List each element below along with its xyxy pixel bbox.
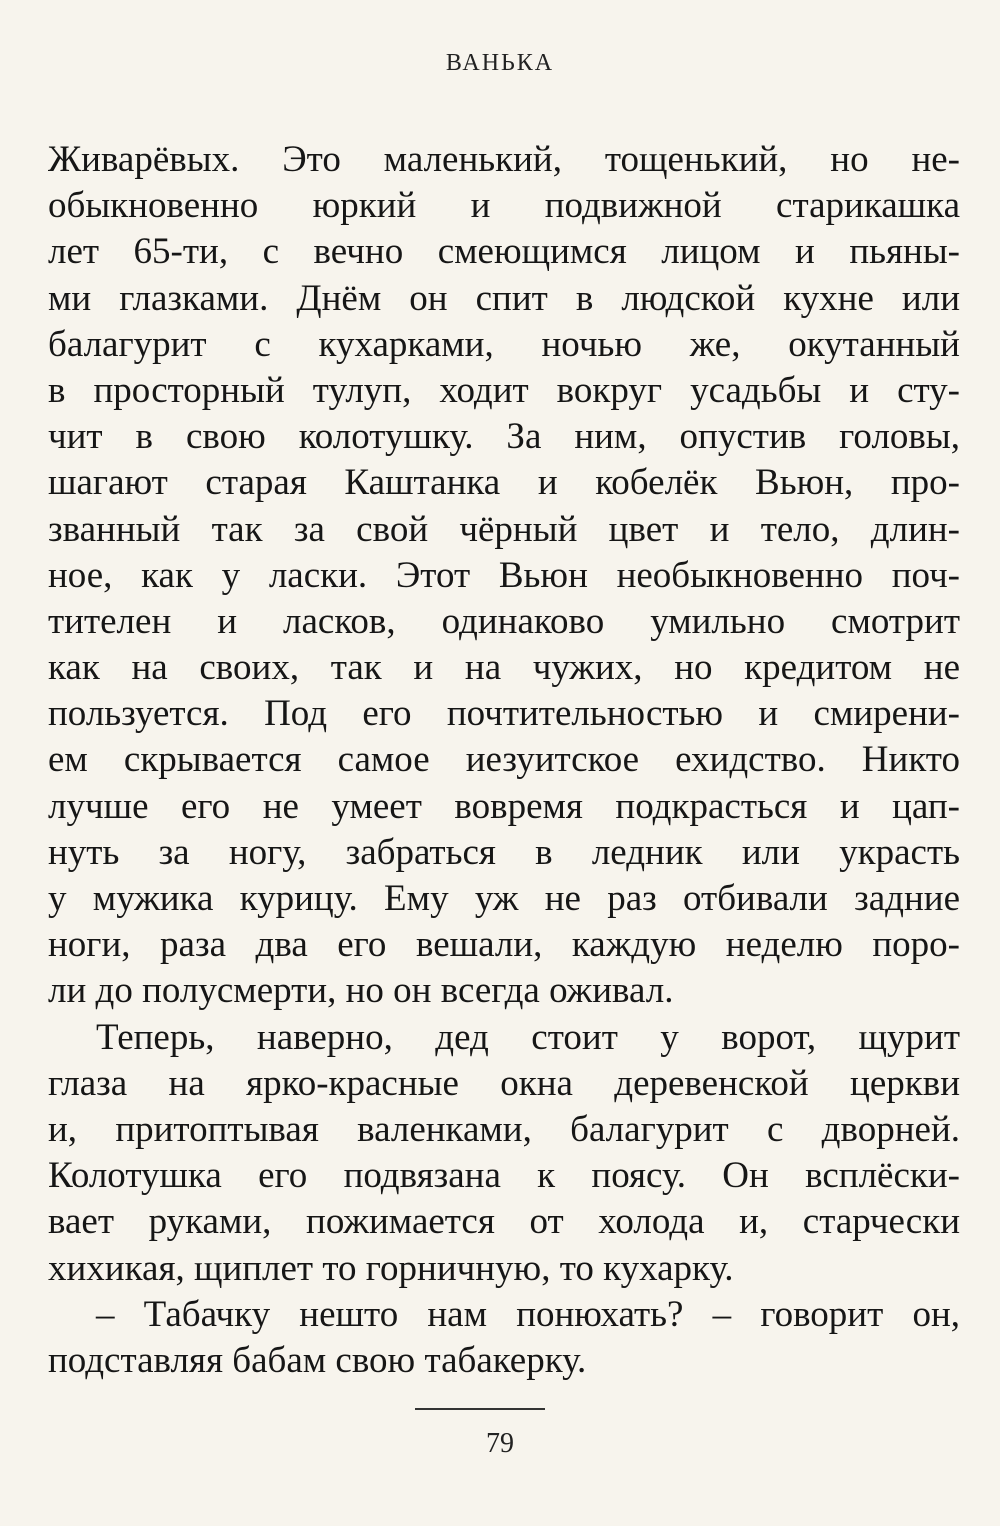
text-line: ми глазками. Днём он спит в людской кухне или <box>48 277 960 319</box>
text-line: хихикая, щиплет то горничную, то кухарку. <box>48 1247 734 1289</box>
text-line: – Табачку нешто нам понюхать? – говорит он, <box>96 1293 960 1335</box>
text-line: тителен и ласков, одинаково умильно смотрит <box>48 600 960 642</box>
text-line: ное, как у ласки. Этот Вьюн необыкновенно поч- <box>48 554 960 596</box>
text-line: и, притоптывая валенками, балагурит с дворней. <box>48 1108 960 1150</box>
text-line: балагурит с кухарками, ночью же, окутанный <box>48 323 960 365</box>
text-line: ноги, раза два его вешали, каждую неделю поро- <box>48 924 960 966</box>
text-line: глаза на ярко-красные окна деревенской церкви <box>48 1062 960 1104</box>
text-line: ли до полусмерти, но он всегда оживал. <box>48 970 674 1012</box>
text-line: лучше его не умеет вовремя подкрасться и цап- <box>48 785 960 827</box>
text-line: Колотушка его подвязана к поясу. Он всплёски- <box>48 1155 960 1197</box>
text-line: как на своих, так и на чужих, но кредитом не <box>48 647 960 689</box>
text-line: пользуется. Под его почтительностью и смирени- <box>48 693 960 735</box>
footer-rule <box>415 1408 545 1410</box>
text-line: у мужика курицу. Ему уж не раз отбивали задние <box>48 878 960 919</box>
running-head: ВАНЬКА <box>445 50 555 76</box>
text-line: Живарёвых. Это маленький, тощенький, но не- <box>48 139 960 180</box>
body-text <box>48 137 960 1384</box>
text-line: вает руками, пожимается от холода и, старчески <box>48 1201 960 1243</box>
text-line: ем скрывается самое иезуитское ехидство. Никто <box>48 739 960 781</box>
page-number: 79 <box>486 1428 514 1459</box>
text-line: чит в свою колотушку. За ним, опустив головы, <box>48 416 960 458</box>
text-line: нуть за ногу, забраться в ледник или украсть <box>48 831 960 873</box>
text-line: званный так за свой чёрный цвет и тело, длин- <box>48 508 960 550</box>
text-line: Теперь, наверно, дед стоит у ворот, щурит <box>96 1016 960 1058</box>
text-line: обыкновенно юркий и подвижной старикашка <box>48 185 960 227</box>
text-line: шагают старая Каштанка и кобелёк Вьюн, про- <box>48 462 960 504</box>
text-line: лет 65-ти, с вечно смеющимся лицом и пьяны- <box>48 231 960 273</box>
text-line: подставляя бабам свою табакерку. <box>48 1339 587 1381</box>
text-line: в просторный тулуп, ходит вокруг усадьбы и сту- <box>48 369 960 411</box>
